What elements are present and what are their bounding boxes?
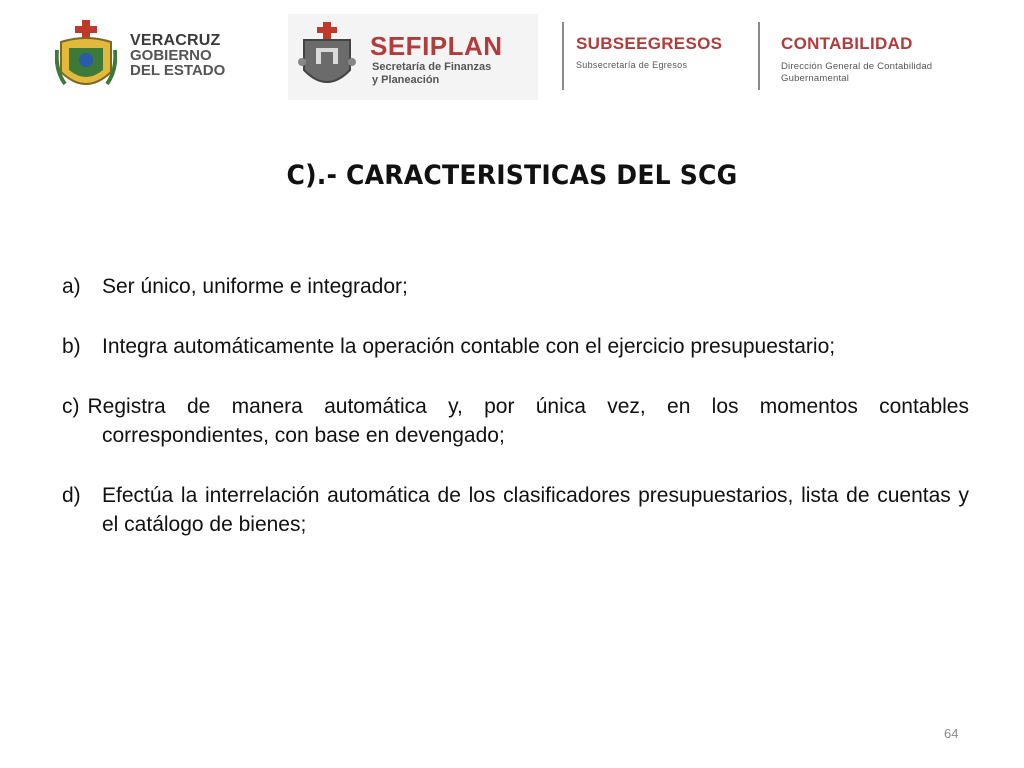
- list-item-marker: a): [62, 275, 81, 298]
- sefiplan-emblem-icon: [296, 22, 358, 94]
- list-item-marker: b): [62, 335, 81, 358]
- sefiplan-subtitle: [372, 61, 491, 87]
- list-item-marker: d): [62, 484, 81, 507]
- header-divider: [758, 22, 760, 90]
- subsecretaria-subtitle: Subsecretaría de Egresos: [576, 60, 688, 70]
- subsecretaria-title: SUBSEEGRESOS: [576, 34, 723, 53]
- contabilidad-subtitle: [781, 61, 932, 85]
- list-item-marker: c): [62, 395, 80, 418]
- veracruz-wordmark: [130, 33, 225, 78]
- veracruz-line3: DEL ESTADO: [130, 62, 226, 79]
- list-item-text: Registra de manera automática y, por única vez, en los momentos contables correspondientes, con base en devengado;: [87, 395, 969, 447]
- contabilidad-title: CONTABILIDAD: [781, 34, 913, 53]
- contabilidad-sub2: Gubernamental: [781, 73, 850, 84]
- veracruz-line2: GOBIERNO: [130, 47, 212, 64]
- veracruz-line1: VERACRUZ: [130, 32, 221, 49]
- list-item-text: Ser único, uniforme e integrador;: [102, 275, 408, 298]
- list-item: [62, 481, 969, 539]
- header-logos: [0, 0, 1024, 110]
- contabilidad-sub1: Dirección General de Contabilidad: [781, 61, 933, 72]
- list-item-text: Integra automáticamente la operación contable con el ejercicio presupuestario;: [102, 335, 836, 358]
- list-item: [62, 392, 969, 450]
- characteristics-list: [62, 272, 969, 570]
- state-coat-of-arms-icon: [55, 20, 117, 96]
- slide-title: C).- CARACTERISTICAS DEL SCG: [286, 160, 738, 191]
- list-item-text: Efectúa la interrelación automática de los clasificadores presupuestarios, lista de cuentas y el catálogo de bienes;: [102, 484, 969, 536]
- sefiplan-title: SEFIPLAN: [370, 31, 503, 61]
- sefiplan-sub2: y Planeación: [372, 74, 440, 86]
- sefiplan-sub1: Secretaría de Finanzas: [372, 61, 492, 73]
- list-item: [62, 332, 969, 361]
- list-item: [62, 272, 969, 301]
- header-divider: [562, 22, 564, 90]
- page-number: 64: [944, 726, 959, 741]
